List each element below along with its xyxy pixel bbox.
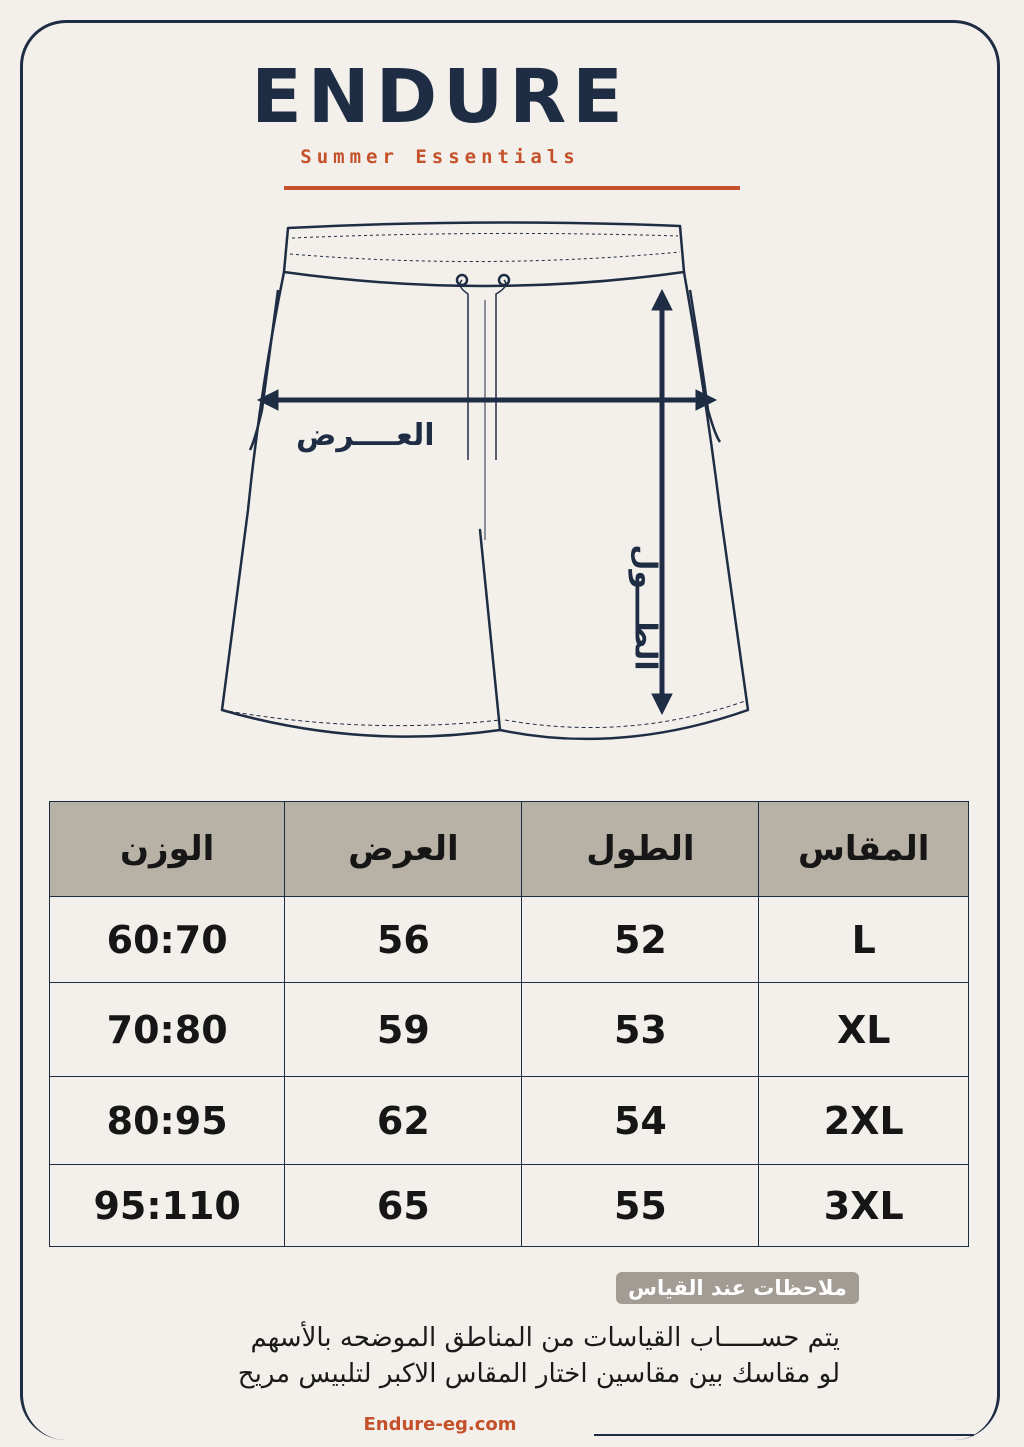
cell-weight: 80:95 <box>50 1077 285 1165</box>
cell-weight: 70:80 <box>50 983 285 1077</box>
width-label: العــــرض <box>296 418 435 453</box>
table-header-row <box>50 802 969 897</box>
header-length: الطول <box>522 802 759 897</box>
brand-logo: ENDURE <box>251 54 629 140</box>
size-chart-table <box>49 801 969 1247</box>
footer-line <box>594 1434 974 1436</box>
header-size: المقاس <box>759 802 969 897</box>
table-row <box>50 983 969 1077</box>
cell-length: 55 <box>522 1165 759 1247</box>
cell-width: 56 <box>285 897 522 983</box>
length-label: الطـــول <box>627 544 663 671</box>
cell-weight: 95:110 <box>50 1165 285 1247</box>
header-width: العرض <box>285 802 522 897</box>
cell-length: 52 <box>522 897 759 983</box>
table-row <box>50 897 969 983</box>
divider <box>284 186 740 190</box>
cell-size: L <box>759 897 969 983</box>
brand-tagline: Summer Essentials <box>300 146 580 168</box>
waistband <box>284 222 684 286</box>
notes-line-2: لو مقاسك بين مقاسين اختار المقاس الاكبر لتلبيس مريح <box>237 1359 840 1389</box>
cell-width: 62 <box>285 1077 522 1165</box>
website-link[interactable]: Endure-eg.com <box>363 1414 517 1435</box>
notes-title-badge: ملاحظات عند القياس <box>616 1272 859 1304</box>
cell-size: 2XL <box>759 1077 969 1165</box>
table-row <box>50 1165 969 1247</box>
shorts-diagram <box>200 210 770 760</box>
cell-width: 65 <box>285 1165 522 1247</box>
cell-length: 53 <box>522 983 759 1077</box>
cell-size: 3XL <box>759 1165 969 1247</box>
cell-size: XL <box>759 983 969 1077</box>
header-weight: الوزن <box>50 802 285 897</box>
measurement-notes <box>150 1320 840 1392</box>
table-row <box>50 1077 969 1165</box>
cell-weight: 60:70 <box>50 897 285 983</box>
notes-line-1: يتم حســـــاب القياسات من المناطق الموضحه بالأسهم <box>250 1323 840 1353</box>
cell-length: 54 <box>522 1077 759 1165</box>
cell-width: 59 <box>285 983 522 1077</box>
width-arrow <box>258 390 716 410</box>
